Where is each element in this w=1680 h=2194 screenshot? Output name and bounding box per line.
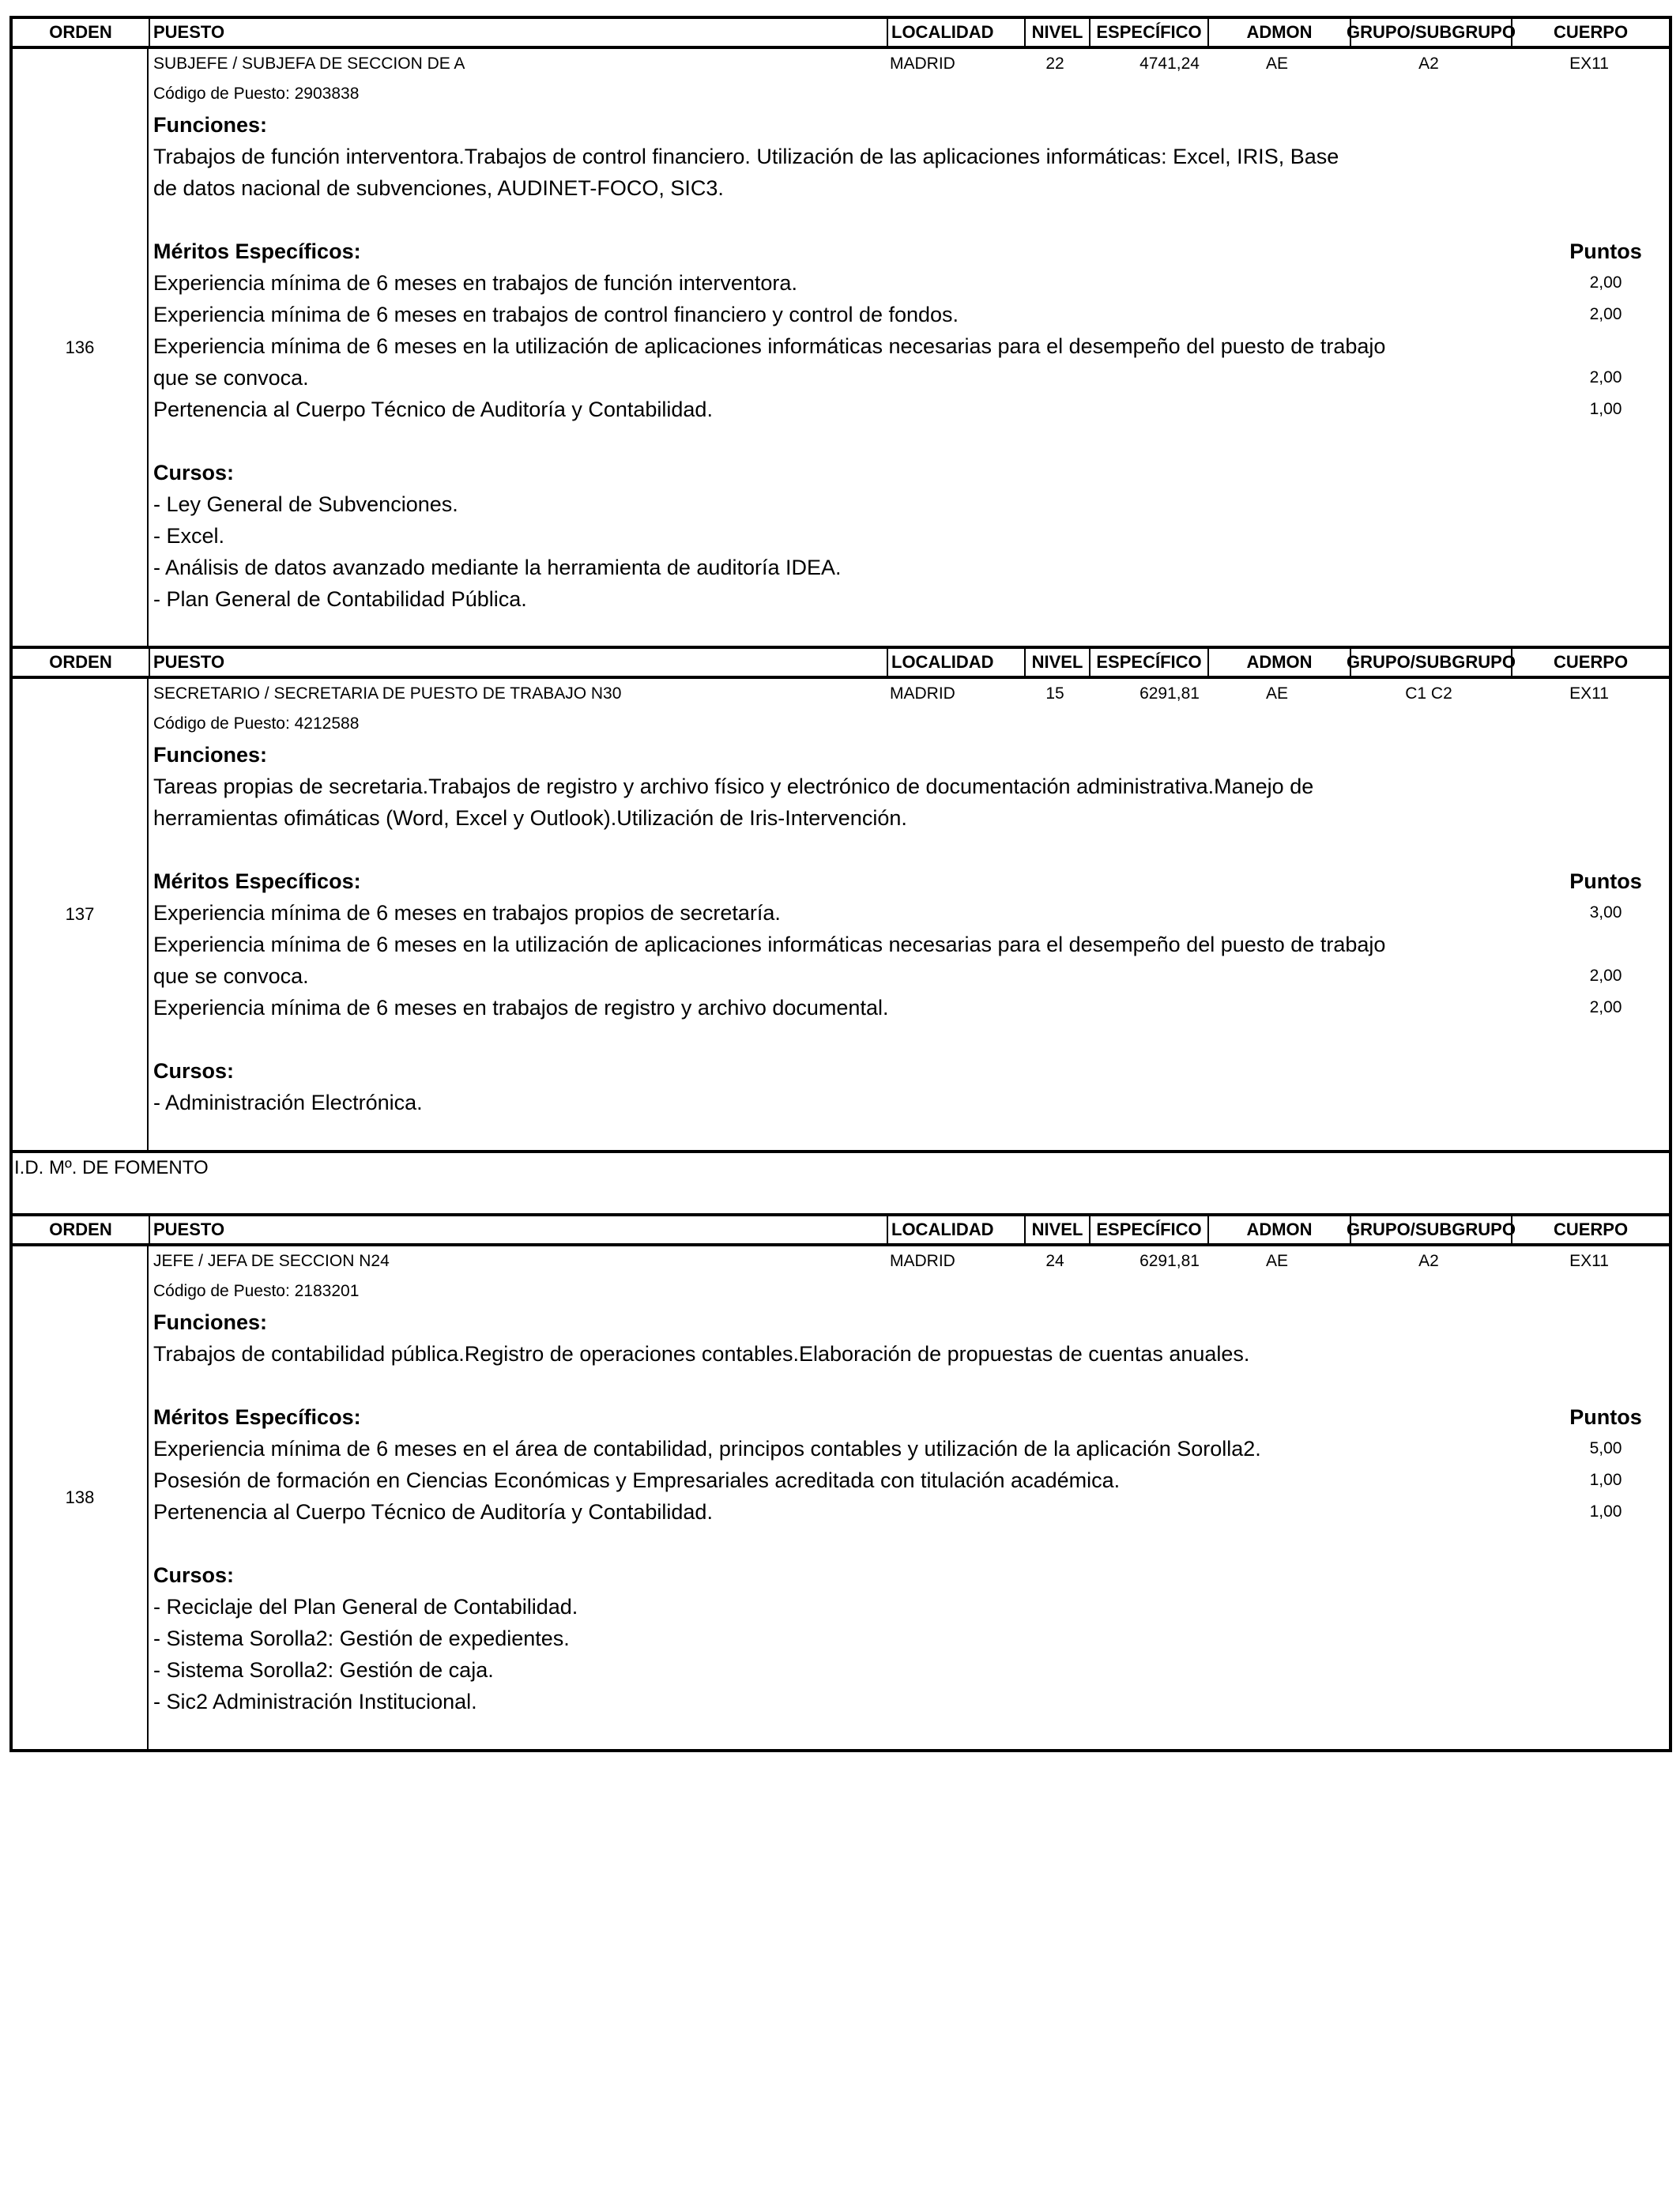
col-puesto-header: PUESTO — [149, 19, 887, 46]
col-cuerpo-header: CUERPO — [1511, 649, 1669, 676]
funciones-heading: Funciones: — [153, 1310, 268, 1334]
admon-value: AE — [1265, 684, 1288, 703]
cuerpo-value: EX11 — [1569, 55, 1609, 73]
job-block — [9, 646, 1672, 1153]
orden-cell: 136 — [13, 49, 149, 646]
job-summary-row — [153, 1246, 1669, 1276]
merit-text: Pertenencia al Cuerpo Técnico de Auditoría y Contabilidad. — [153, 1500, 713, 1524]
cursos-heading: Cursos: — [153, 1059, 235, 1083]
localidad-value: MADRID — [890, 1252, 955, 1270]
merit-points: 1,00 — [1589, 1471, 1622, 1489]
job-summary-row — [153, 49, 1669, 79]
col-puesto-header: PUESTO — [149, 649, 887, 676]
localidad-value: MADRID — [890, 55, 955, 73]
curso-item: - Sistema Sorolla2: Gestión de expedientes. — [153, 1627, 570, 1650]
table-header — [13, 1213, 1669, 1246]
curso-item: - Administración Electrónica. — [153, 1091, 423, 1114]
merit-text: Experiencia mínima de 6 meses en trabajos de registro y archivo documental. — [153, 996, 889, 1020]
curso-item: - Plan General de Contabilidad Pública. — [153, 587, 527, 611]
document-page — [9, 16, 1672, 1752]
col-nivel-header: NIVEL — [1024, 1216, 1089, 1243]
col-localidad-header: LOCALIDAD — [887, 1216, 1024, 1243]
puesto-value: JEFE / JEFA DE SECCION N24 — [153, 1252, 390, 1270]
job-block — [9, 1213, 1672, 1752]
merit-points: 3,00 — [1589, 903, 1622, 922]
grupo-value: C1 C2 — [1405, 684, 1452, 703]
merit-item — [153, 1465, 1669, 1496]
funciones-line: Trabajos de función interventora.Trabajos de control financiero. Utilización de las aplicaciones informáticas: Excel, IRIS, Base — [153, 145, 1339, 168]
especifico-value: 6291,81 — [1139, 684, 1200, 703]
codigo-puesto: Código de Puesto: 2183201 — [153, 1282, 360, 1300]
curso-item: - Sistema Sorolla2: Gestión de caja. — [153, 1658, 494, 1682]
table-header — [13, 646, 1669, 679]
col-localidad-header: LOCALIDAD — [887, 19, 1024, 46]
codigo-puesto: Código de Puesto: 2903838 — [153, 85, 360, 103]
job-content — [149, 679, 1669, 1150]
merit-points: 2,00 — [1589, 998, 1622, 1016]
puesto-value: SECRETARIO / SECRETARIA DE PUESTO DE TRABAJO N30 — [153, 684, 622, 703]
cursos-heading: Cursos: — [153, 461, 235, 484]
grupo-value: A2 — [1418, 1252, 1439, 1270]
cuerpo-value: EX11 — [1569, 1252, 1609, 1270]
puntos-heading: Puntos — [1569, 239, 1642, 263]
localidad-value: MADRID — [890, 684, 955, 703]
merit-text: Pertenencia al Cuerpo Técnico de Auditoría y Contabilidad. — [153, 398, 713, 421]
merit-points: 2,00 — [1589, 273, 1622, 292]
funciones-line: Tareas propias de secretaria.Trabajos de registro y archivo físico y electrónico de documentación administrativa.Manejo de — [153, 775, 1314, 798]
merit-text: Experiencia mínima de 6 meses en trabajos de control financiero y control de fondos. — [153, 303, 959, 326]
especifico-value: 4741,24 — [1139, 55, 1200, 73]
funciones-heading: Funciones: — [153, 743, 268, 767]
col-localidad-header: LOCALIDAD — [887, 649, 1024, 676]
meritos-heading: Méritos Específicos: — [153, 239, 361, 263]
col-orden-header: ORDEN — [49, 1220, 112, 1239]
merit-item — [153, 299, 1669, 330]
col-admon-header: ADMON — [1207, 1216, 1350, 1243]
meritos-heading: Méritos Específicos: — [153, 1405, 361, 1429]
merit-text: que se convoca. — [153, 366, 309, 390]
merit-text: Experiencia mínima de 6 meses en trabajos propios de secretaría. — [153, 901, 781, 925]
merit-points: 2,00 — [1589, 967, 1622, 985]
job-block — [9, 16, 1672, 646]
merit-item — [153, 1433, 1669, 1465]
funciones-heading: Funciones: — [153, 113, 268, 137]
col-cuerpo-header: CUERPO — [1511, 19, 1669, 46]
cuerpo-value: EX11 — [1569, 684, 1609, 703]
col-especifico-header: ESPECÍFICO — [1089, 1216, 1207, 1243]
merit-points: 1,00 — [1589, 400, 1622, 418]
puesto-value: SUBJEFE / SUBJEFA DE SECCION DE A — [153, 55, 465, 73]
col-grupo-header: GRUPO/SUBGRUPO — [1350, 649, 1511, 676]
merit-item — [153, 394, 1669, 425]
codigo-puesto: Código de Puesto: 4212588 — [153, 714, 360, 733]
curso-item: - Excel. — [153, 524, 225, 548]
merit-item — [153, 929, 1669, 992]
puntos-heading: Puntos — [1569, 1405, 1642, 1429]
especifico-value: 6291,81 — [1139, 1252, 1200, 1270]
puntos-heading: Puntos — [1569, 869, 1642, 893]
col-nivel-header: NIVEL — [1024, 19, 1089, 46]
merit-text: Experiencia mínima de 6 meses en el área de contabilidad, principos contables y utilización de la aplicación Sorolla2. — [153, 1437, 1261, 1461]
col-especifico-header: ESPECÍFICO — [1089, 649, 1207, 676]
admon-value: AE — [1265, 55, 1288, 73]
table-header — [13, 16, 1669, 49]
merit-text: Experiencia mínima de 6 meses en la utilización de aplicaciones informáticas necesarias para el desempeño del puesto de trabajo — [153, 334, 1386, 358]
grupo-value: A2 — [1418, 55, 1439, 73]
merit-item — [153, 897, 1669, 929]
merit-text: Experiencia mínima de 6 meses en la utilización de aplicaciones informáticas necesarias para el desempeño del puesto de trabajo — [153, 933, 1386, 956]
cursos-heading: Cursos: — [153, 1563, 235, 1587]
col-puesto-header: PUESTO — [149, 1216, 887, 1243]
merit-points: 1,00 — [1589, 1502, 1622, 1521]
meritos-heading: Méritos Específicos: — [153, 869, 361, 893]
merit-points: 2,00 — [1589, 368, 1622, 386]
job-content — [149, 49, 1669, 646]
job-summary-row — [153, 679, 1669, 709]
merit-item — [153, 992, 1669, 1023]
curso-item: - Análisis de datos avanzado mediante la herramienta de auditoría IDEA. — [153, 556, 842, 579]
orden-cell: 137 — [13, 679, 149, 1150]
job-content — [149, 1246, 1669, 1749]
funciones-line: de datos nacional de subvenciones, AUDINET-FOCO, SIC3. — [153, 176, 724, 200]
col-especifico-header: ESPECÍFICO — [1089, 19, 1207, 46]
merit-text: Posesión de formación en Ciencias Económicas y Empresariales acreditada con titulación académica. — [153, 1468, 1121, 1492]
nivel-value: 24 — [1045, 1252, 1064, 1270]
nivel-value: 22 — [1045, 55, 1064, 73]
col-grupo-header: GRUPO/SUBGRUPO — [1350, 19, 1511, 46]
section-label: I.D. Mº. DE FOMENTO — [9, 1153, 1672, 1213]
col-grupo-header: GRUPO/SUBGRUPO — [1350, 1216, 1511, 1243]
col-cuerpo-header: CUERPO — [1511, 1216, 1669, 1243]
curso-item: - Ley General de Subvenciones. — [153, 492, 458, 516]
admon-value: AE — [1265, 1252, 1288, 1270]
funciones-line: Trabajos de contabilidad pública.Registro de operaciones contables.Elaboración de propuestas de cuentas anuales. — [153, 1342, 1250, 1366]
merit-points: 2,00 — [1589, 305, 1622, 323]
col-admon-header: ADMON — [1207, 649, 1350, 676]
col-orden-header: ORDEN — [49, 22, 112, 42]
merit-text: que se convoca. — [153, 964, 309, 988]
col-nivel-header: NIVEL — [1024, 649, 1089, 676]
funciones-line: herramientas ofimáticas (Word, Excel y Outlook).Utilización de Iris-Intervención. — [153, 806, 907, 830]
col-admon-header: ADMON — [1207, 19, 1350, 46]
merit-item — [153, 330, 1669, 394]
merit-item — [153, 267, 1669, 299]
nivel-value: 15 — [1045, 684, 1064, 703]
merit-points: 5,00 — [1589, 1439, 1622, 1457]
orden-cell: 138 — [13, 1246, 149, 1749]
col-orden-header: ORDEN — [49, 652, 112, 672]
merit-text: Experiencia mínima de 6 meses en trabajos de función interventora. — [153, 271, 797, 295]
merit-item — [153, 1496, 1669, 1528]
curso-item: - Sic2 Administración Institucional. — [153, 1690, 477, 1713]
curso-item: - Reciclaje del Plan General de Contabilidad. — [153, 1595, 578, 1619]
